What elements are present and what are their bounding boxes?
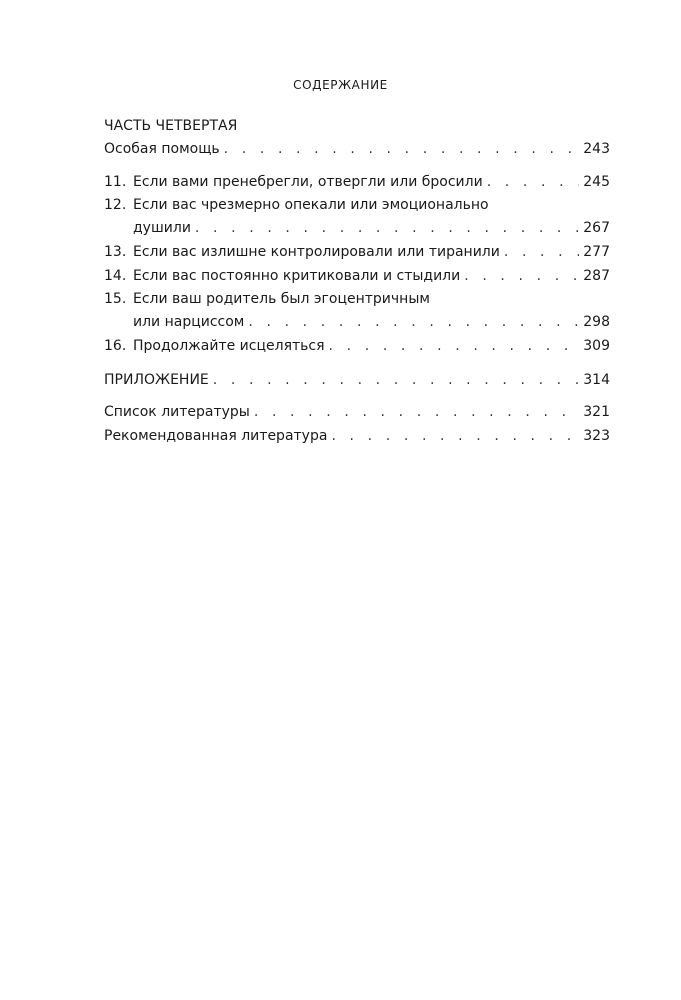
chapter-number: 14. [104, 268, 127, 284]
part-heading: ЧАСТЬ ЧЕТВЕРТАЯ [104, 118, 238, 134]
toc-entry-appendix[interactable] [104, 368, 610, 392]
toc-entry-label-continued: душили [133, 220, 191, 236]
dot-leader [331, 424, 579, 448]
toc-page-number: 287 [583, 268, 610, 284]
toc-entry-label: Если вас чрезмерно опекали или эмоционально [133, 197, 489, 213]
toc-entry-recommended[interactable] [104, 424, 610, 448]
toc-page-number: 245 [583, 174, 610, 190]
dot-leader [248, 310, 579, 334]
chapter-number: 15. [104, 291, 127, 307]
toc-entry-chapter-14[interactable] [104, 264, 610, 288]
toc-entry-label: Рекомендованная литература [104, 428, 328, 444]
dot-leader [213, 368, 580, 392]
toc-entry-label: Если вас излишне контролировали или тиранили [133, 244, 500, 260]
toc-page-number: 309 [583, 338, 610, 354]
toc-entry-chapter-15[interactable] [104, 288, 610, 334]
toc-entry-label-continued: или нарциссом [133, 314, 245, 330]
dot-leader [329, 334, 580, 358]
toc-entry-label: Продолжайте исцеляться [133, 338, 325, 354]
toc-page-number: 321 [583, 404, 610, 420]
toc-page-number: 323 [583, 428, 610, 444]
dot-leader [487, 170, 580, 194]
toc-entry-label: Особая помощь [104, 141, 220, 157]
dot-leader [504, 240, 579, 264]
dot-leader [254, 400, 579, 424]
chapter-number: 12. [104, 197, 127, 213]
toc-entry-label: Если вас постоянно критиковали и стыдили [133, 268, 461, 284]
toc-entry-references[interactable] [104, 400, 610, 424]
chapter-number: 13. [104, 244, 127, 260]
toc-entry-label: Список литературы [104, 404, 250, 420]
toc-entry-label: ПРИЛОЖЕНИЕ [104, 372, 209, 388]
toc-entry-chapter-16[interactable] [104, 334, 610, 358]
chapter-number: 11. [104, 174, 127, 190]
toc-entry-label: Если ваш родитель был эгоцентричным [133, 291, 430, 307]
toc-page-number: 267 [583, 220, 610, 236]
toc-page-number: 277 [583, 244, 610, 260]
toc-page-number: 243 [583, 141, 610, 157]
dot-leader [224, 137, 580, 161]
toc-entry-label: Если вами пренебрегли, отвергли или бросили [133, 174, 483, 190]
chapter-number: 16. [104, 338, 127, 354]
toc-page-number: 298 [583, 314, 610, 330]
dot-leader [464, 264, 579, 288]
toc-entry-special-help[interactable] [104, 137, 610, 161]
toc-entry-chapter-11[interactable] [104, 170, 610, 194]
toc-page-number: 314 [583, 372, 610, 388]
toc-entry-chapter-12[interactable] [104, 194, 610, 240]
table-of-contents [104, 115, 610, 448]
page-title: СОДЕРЖАНИЕ [293, 78, 388, 92]
toc-entry-chapter-13[interactable] [104, 240, 610, 264]
dot-leader [195, 216, 579, 240]
